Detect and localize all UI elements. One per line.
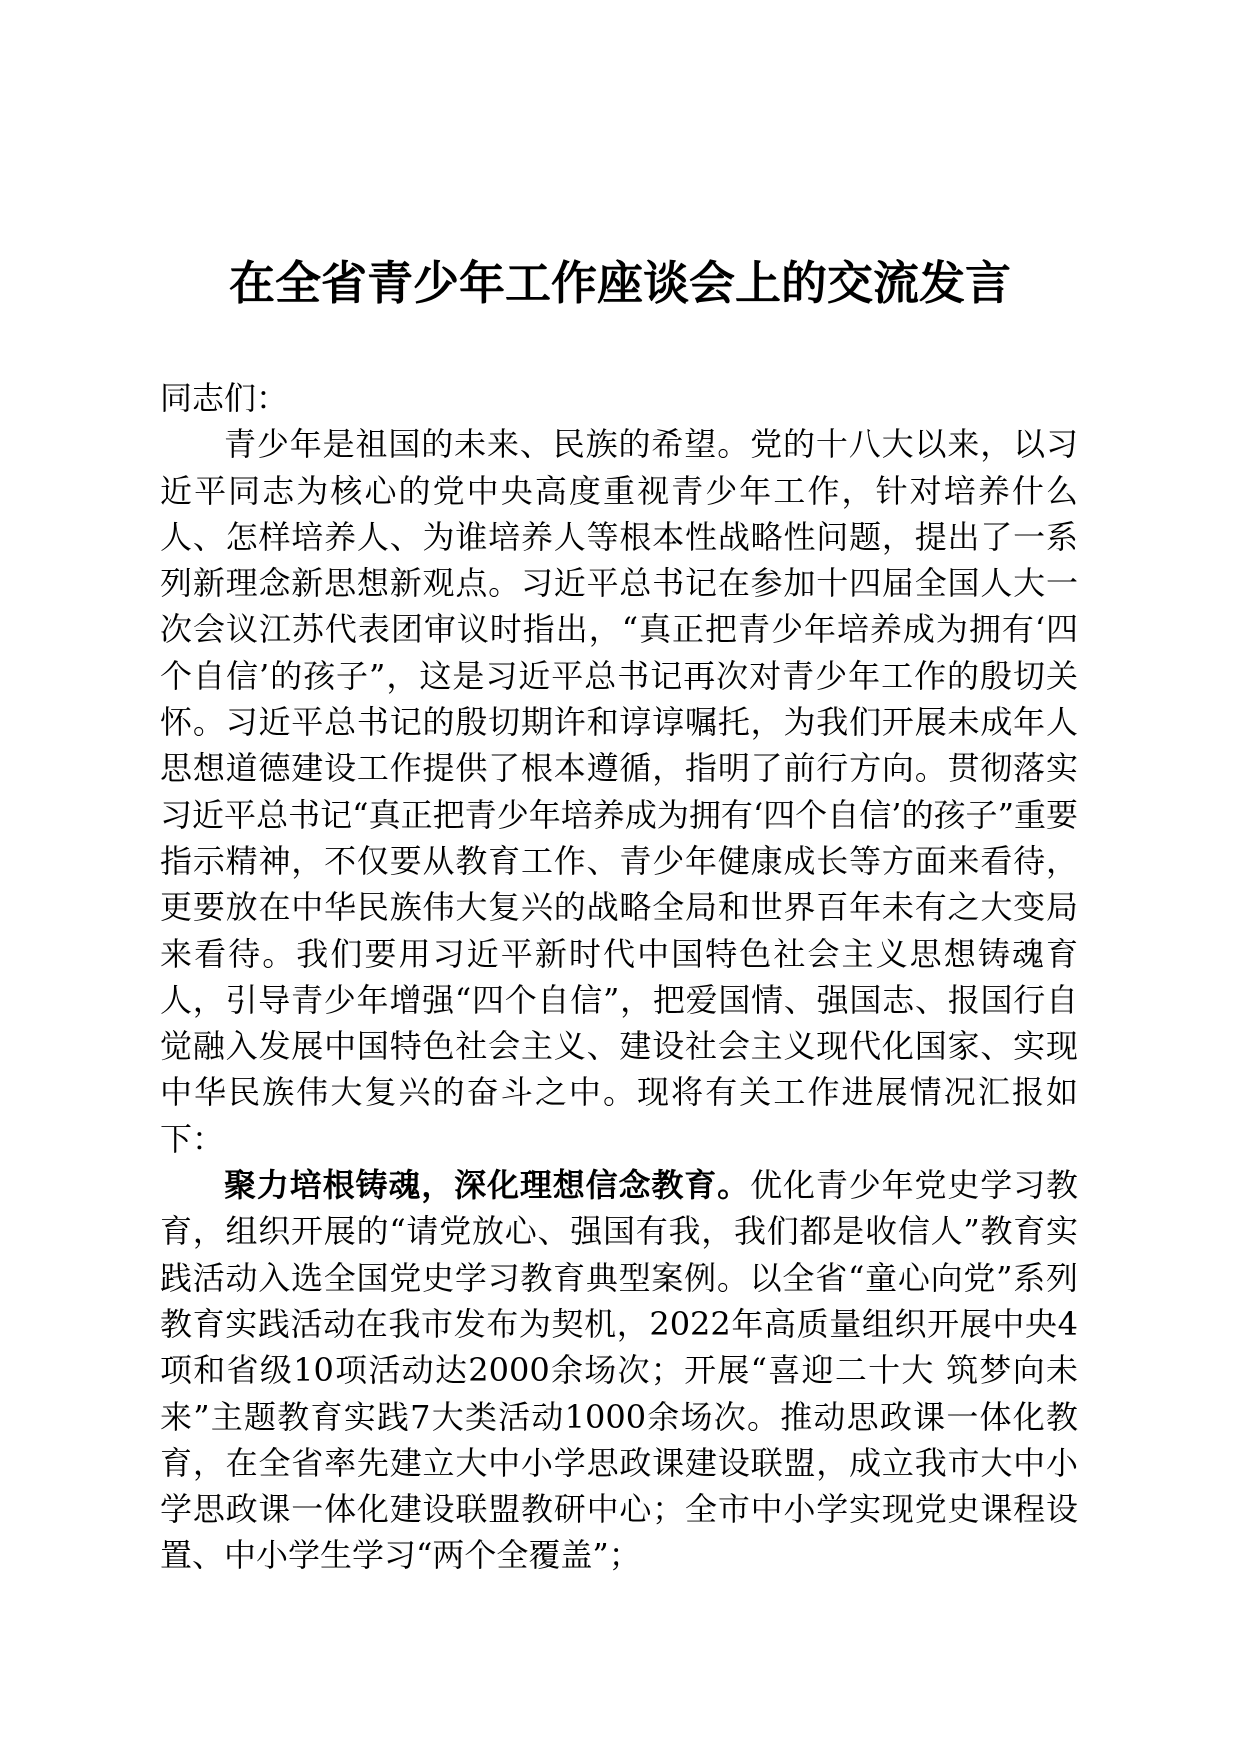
document-body <box>160 375 1078 1579</box>
paragraph-intro: 青少年是祖国的未来、民族的希望。党的十八大以来，以习近平同志为核心的党中央高度重视青少年工作，针对培养什么人、怎样培养人、为谁培养人等根本性战略性问题，提出了一系列新理念新思想新观点。习近平总书记在参加十四届全国人大一次会议江苏代表团审议时指出，“真正把青少年培养成为拥有‘四个自信’的孩子”，这是习近平总书记再次对青少年工作的殷切关怀。习近平总书记的殷切期许和谆谆嘱托，为我们开展未成年人思想道德建设工作提供了根本遵循，指明了前行方向。贯彻落实习近平总书记“真正把青少年培养成为拥有‘四个自信’的孩子”重要指示精神，不仅要从教育工作、青少年健康成长等方面来看待，更要放在中华民族伟大复兴的战略全局和世界百年未有之大变局来看待。我们要用习近平新时代中国特色社会主义思想铸魂育人，引导青少年增强“四个自信”，把爱国情、强国志、报国行自觉融入发展中国特色社会主义、建设社会主义现代化国家、实现中华民族伟大复兴的奋斗之中。现将有关工作进展情况汇报如下： <box>160 425 1078 1158</box>
paragraph-section-one <box>160 1162 1078 1579</box>
section-body: 优化青少年党史学习教育，组织开展的“请党放心、强国有我，我们都是收信人”教育实践活动入选全国党史学习教育典型案例。以全省“童心向党”系列教育实践活动在我市发布为契机，2022年高质量组织开展中央4项和省级10项活动达2000余场次；开展“喜迎二十大 筑梦向未来”主题教育实践7大类活动1000余场次。推动思政课一体化教育，在全省率先建立大中小学思政课建设联盟，成立我市大中小学思政课一体化建设联盟教研中心；全市中小学实现党史课程设置、中小学生学习“两个全覆盖”； <box>160 1166 1078 1575</box>
section-heading: 聚力培根铸魂，深化理想信念教育。 <box>224 1166 751 1205</box>
salutation: 同志们： <box>160 379 289 417</box>
document-title: 在全省青少年工作座谈会上的交流发言 <box>229 256 1011 310</box>
